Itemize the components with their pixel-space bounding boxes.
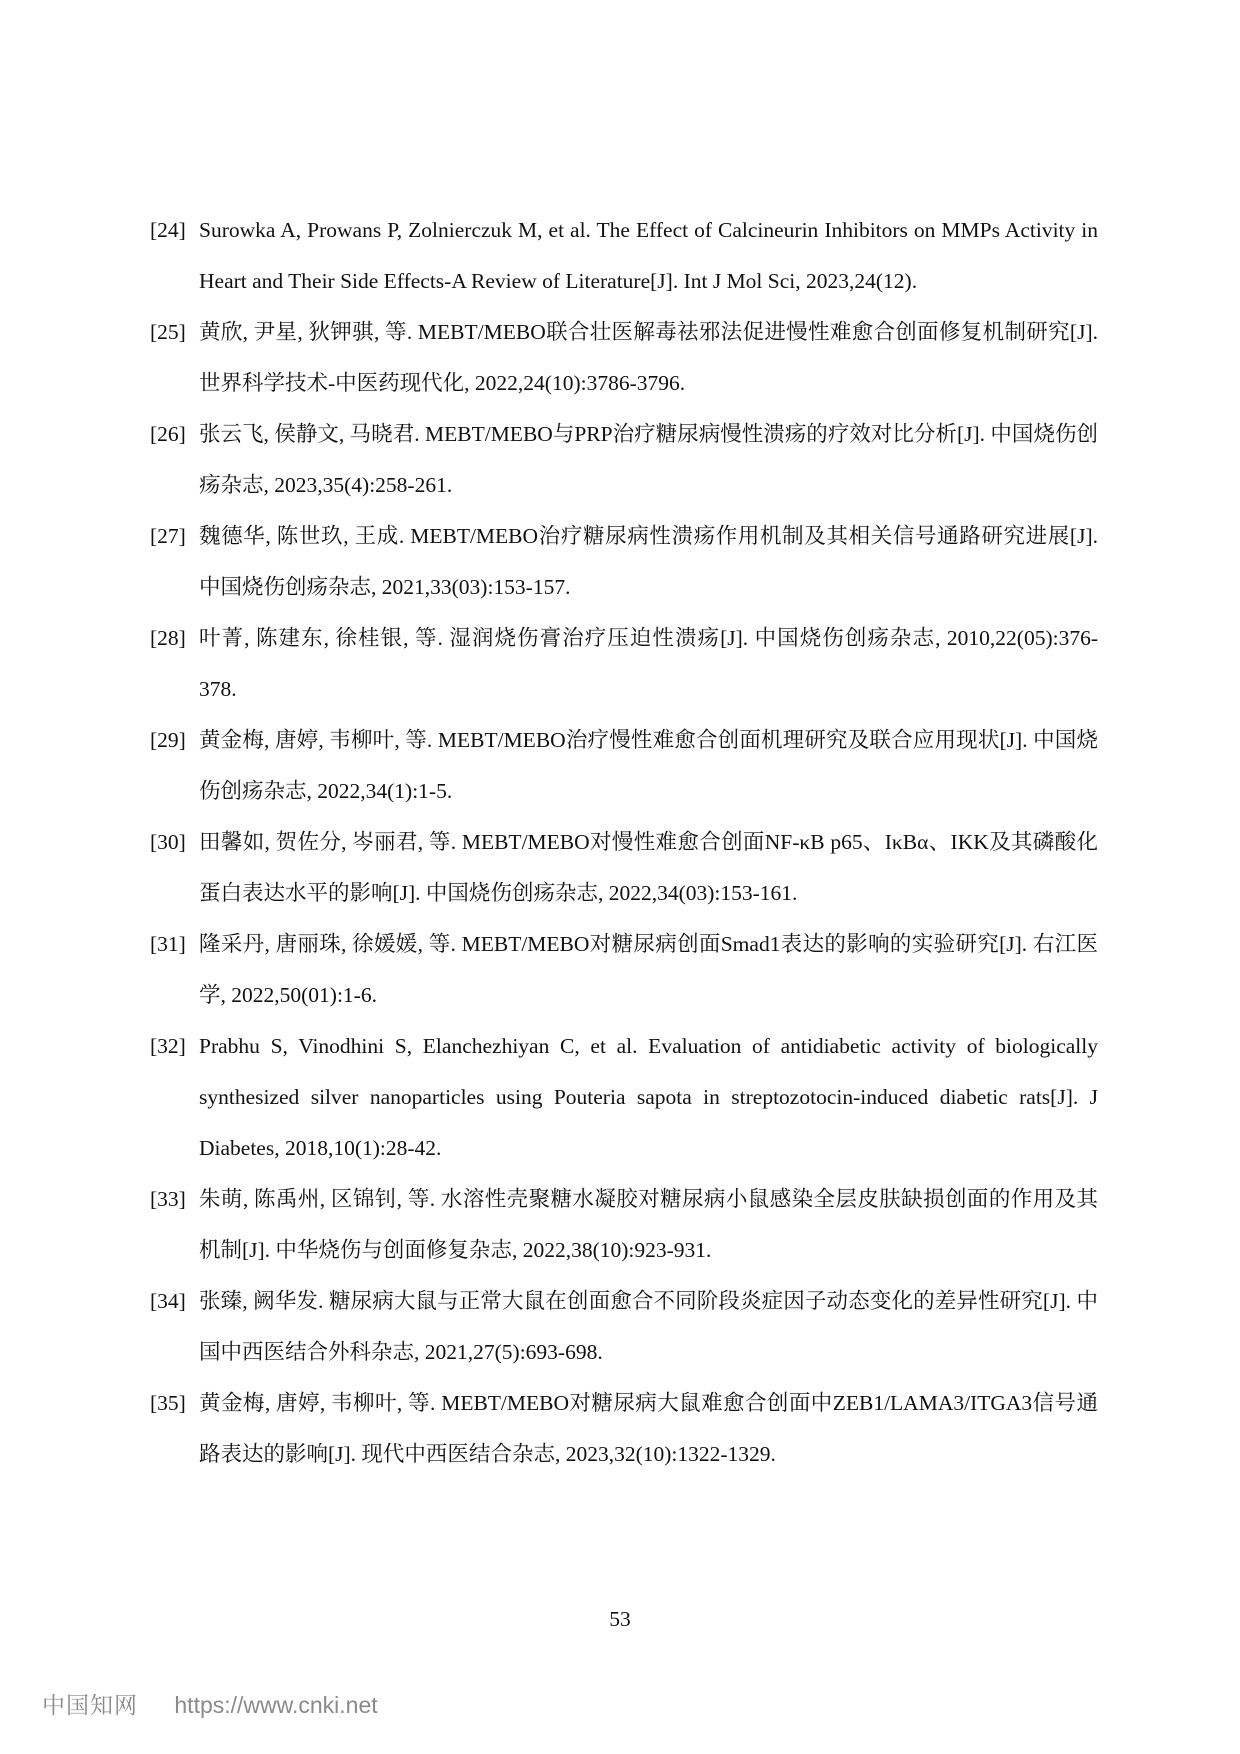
reference-number: [24] xyxy=(150,218,186,242)
reference-item xyxy=(150,715,1098,817)
cnki-url: https://www.cnki.net xyxy=(174,1692,378,1718)
reference-text: 田馨如, 贺佐分, 岑丽君, 等. MEBT/MEBO对慢性难愈合创面NF-κB p65、IκBα、IKK及其磷酸化蛋白表达水平的影响[J]. 中国烧伤创疡杂志, 2022,34(03):153-161. xyxy=(199,830,1098,905)
reference-item xyxy=(150,1378,1098,1480)
reference-text: 魏德华, 陈世玖, 王成. MEBT/MEBO治疗糖尿病性溃疡作用机制及其相关信号通路研究进展[J]. 中国烧伤创疡杂志, 2021,33(03):153-157. xyxy=(199,524,1098,599)
reference-item xyxy=(150,307,1098,409)
reference-text: Surowka A, Prowans P, Zolnierczuk M, et al. The Effect of Calcineurin Inhibitors on MMPs Activity in Heart and Their Side Effects-A Review of Literature[J]. Int J Mol Sci, 2023,24(12). xyxy=(199,218,1098,293)
reference-number: [33] xyxy=(150,1187,186,1211)
cnki-logo-text: 中国知网 xyxy=(42,1692,138,1718)
reference-text: Prabhu S, Vinodhini S, Elanchezhiyan C, et al. Evaluation of antidiabetic activity of biologically synthesized silver nanoparticles using Pouteria sapota in streptozotocin-induced diabetic rats[J]. J Diabetes, 2018,10(1):28-42. xyxy=(199,1034,1098,1160)
reference-item xyxy=(150,1021,1098,1174)
reference-text: 张云飞, 侯静文, 马晓君. MEBT/MEBO与PRP治疗糖尿病慢性溃疡的疗效对比分析[J]. 中国烧伤创疡杂志, 2023,35(4):258-261. xyxy=(199,422,1098,497)
reference-number: [34] xyxy=(150,1289,186,1313)
reference-text: 黄欣, 尹星, 狄钾骐, 等. MEBT/MEBO联合壮医解毒祛邪法促进慢性难愈合创面修复机制研究[J]. 世界科学技术-中医药现代化, 2022,24(10):3786-3796. xyxy=(199,320,1098,395)
reference-item xyxy=(150,817,1098,919)
reference-list xyxy=(150,205,1098,1480)
reference-item xyxy=(150,205,1098,307)
reference-text: 朱萌, 陈禹州, 区锦钊, 等. 水溶性壳聚糖水凝胶对糖尿病小鼠感染全层皮肤缺损创面的作用及其机制[J]. 中华烧伤与创面修复杂志, 2022,38(10):923-931. xyxy=(199,1187,1098,1262)
page-number: 53 xyxy=(609,1607,631,1631)
reference-number: [25] xyxy=(150,320,186,344)
footer-watermark xyxy=(42,1690,378,1720)
reference-number: [28] xyxy=(150,626,186,650)
reference-item xyxy=(150,1276,1098,1378)
reference-text: 张臻, 阙华发. 糖尿病大鼠与正常大鼠在创面愈合不同阶段炎症因子动态变化的差异性研究[J]. 中国中西医结合外科杂志, 2021,27(5):693-698. xyxy=(199,1289,1098,1364)
reference-text: 黄金梅, 唐婷, 韦柳叶, 等. MEBT/MEBO对糖尿病大鼠难愈合创面中ZEB1/LAMA3/ITGA3信号通路表达的影响[J]. 现代中西医结合杂志, 2023,32(10):1322-1329. xyxy=(199,1391,1098,1466)
reference-item xyxy=(150,409,1098,511)
reference-number: [26] xyxy=(150,422,186,446)
reference-item xyxy=(150,613,1098,715)
reference-number: [29] xyxy=(150,728,186,752)
reference-text: 隆采丹, 唐丽珠, 徐媛媛, 等. MEBT/MEBO对糖尿病创面Smad1表达的影响的实验研究[J]. 右江医学, 2022,50(01):1-6. xyxy=(199,932,1098,1007)
reference-number: [30] xyxy=(150,830,186,854)
reference-item xyxy=(150,1174,1098,1276)
reference-text: 叶菁, 陈建东, 徐桂银, 等. 湿润烧伤膏治疗压迫性溃疡[J]. 中国烧伤创疡杂志, 2010,22(05):376-378. xyxy=(199,626,1098,701)
reference-number: [31] xyxy=(150,932,186,956)
reference-item xyxy=(150,919,1098,1021)
reference-number: [27] xyxy=(150,524,186,548)
reference-text: 黄金梅, 唐婷, 韦柳叶, 等. MEBT/MEBO治疗慢性难愈合创面机理研究及联合应用现状[J]. 中国烧伤创疡杂志, 2022,34(1):1-5. xyxy=(199,728,1098,803)
reference-item xyxy=(150,511,1098,613)
reference-number: [32] xyxy=(150,1034,186,1058)
reference-number: [35] xyxy=(150,1391,186,1415)
